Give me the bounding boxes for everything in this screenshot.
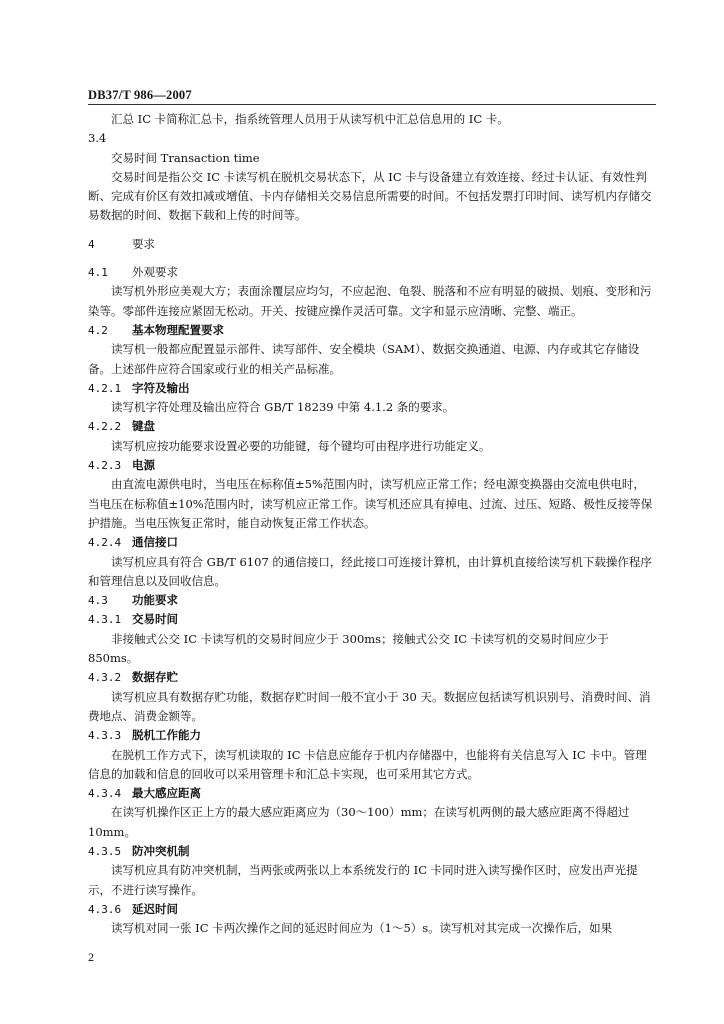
paragraph-summary-card: 汇总 IC 卡简称汇总卡，指系统管理人员用于从读写机中汇总信息用的 IC 卡。	[111, 112, 509, 126]
paragraph-4-3-3: 在脱机工作方式下，读写机读取的 IC 卡信息应能存于机内存储器中，也能将有关信息写入 IC 卡中。管理信息的加载和信息的回收可以采用管理卡和汇总卡实现，也可采用其它方式。	[88, 747, 647, 781]
paragraph-4-3-5: 读写机应具有防冲突机制，当两张或两张以上本系统发行的 IC 卡同时进入读写操作区时，应发出声光提示，不进行读写操作。	[88, 863, 638, 897]
section-number: 4.3.3	[88, 729, 122, 743]
section-heading-4-1	[88, 263, 656, 282]
paragraph-4-2-2: 读写机应按功能要求设置必要的功能键，每个键均可由程序进行功能定义。	[111, 438, 491, 453]
paragraph-3-4: 交易时间是指公交 IC 卡读写机在脱机交易状态下，从 IC 卡与设备建立有效连接、经过卡认证、有效性判断、完成有价区有效扣减或增值、卡内存储相关交易信息所需要的时间。不包括发票打印时间、读写机内存储交易数据的时间、数据下载和上传的时间等。	[88, 169, 652, 223]
paragraph-4-3-2: 读写机应具有数据存贮功能，数据存贮时间一般不宜小于 30 天。数据应包括读写机识别号、消费时间、消费地点、消费金额等。	[88, 689, 651, 723]
section-title: 电源	[132, 458, 155, 473]
section-number: 4.1	[88, 266, 108, 280]
section-heading-4-3	[88, 591, 656, 610]
section-heading-4-2-3	[88, 456, 656, 475]
section-number: 4.2.2	[88, 420, 122, 434]
paragraph-4-1: 读写机外形应美观大方；表面涂覆层应均匀，不应起泡、龟裂、脱落和不应有明显的破损、划痕、变形和污染等。零部件连接应紧固无松动。开关、按键应操作灵活可靠。文字和显示应清晰、完整、端正。	[88, 284, 652, 318]
section-number: 4.3.6	[88, 902, 122, 916]
paragraph-4-3-6: 读写机对同一张 IC 卡两次操作之间的延迟时间应为（1～5）s。读写机对其完成一次操作后，如果	[111, 921, 613, 936]
header-rule	[88, 104, 656, 105]
paragraph-4-2-4: 读写机应具有符合 GB/T 6107 的通信接口，经此接口可连接计算机，由计算机直接给读写机下载操作程序和管理信息以及回收信息。	[88, 554, 652, 588]
paragraph-4-2-1: 读写机字符处理及输出应符合 GB/T 18239 中第 4.1.2 条的要求。	[111, 400, 455, 415]
section-heading-4-3-6	[88, 900, 656, 919]
section-number: 4.2.1	[88, 381, 122, 395]
paragraph-4-2-3: 由直流电源供电时，当电压在标称值±5%范围内时，读写机应正常工作；经电源变换器由交流电供电时，当电压在标称值±10%范围内时，读写机应正常工作。读写机还应具有掉电、过流、过压、短路、极性反接等保护措施。当电压恢复正常时，能自动恢复正常工作状态。	[88, 477, 653, 530]
body-text	[88, 110, 656, 938]
section-heading-4-2-1	[88, 379, 656, 398]
section-number: 4.2.3	[88, 459, 122, 473]
section-heading-4-3-4	[88, 784, 656, 803]
section-title: 延迟时间	[132, 901, 178, 916]
section-title: 键盘	[132, 419, 155, 434]
section-number: 4	[88, 237, 95, 251]
section-number-3-4: 3.4	[88, 131, 107, 146]
paragraph-4-3-1: 非接触式公交 IC 卡读写机的交易时间应少于 300ms；接触式公交 IC 卡读写机的交易时间应少于 850ms。	[88, 631, 609, 666]
section-heading-4-2-4	[88, 533, 656, 552]
section-title: 功能要求	[132, 593, 178, 608]
section-title: 防冲突机制	[132, 843, 190, 858]
section-number: 4.3.5	[88, 844, 122, 858]
section-heading-4-3-2	[88, 668, 656, 687]
section-title: 字符及输出	[132, 380, 190, 395]
doc-number: DB37/T 986—2007	[88, 88, 192, 102]
section-heading-4-3-3	[88, 726, 656, 745]
section-number: 4.2	[88, 323, 108, 337]
section-heading-4-3-1	[88, 610, 656, 629]
section-number: 4.3.1	[88, 613, 122, 627]
section-title: 外观要求	[132, 265, 178, 280]
section-title: 数据存贮	[132, 670, 178, 685]
section-title: 通信接口	[132, 535, 178, 550]
paragraph-4-2: 读写机一般都应配置显示部件、读写部件、安全模块（SAM）、数据交换通道、电源、内存或其它存储设备。上述部件应符合国家或行业的相关产品标准。	[88, 342, 640, 376]
section-number: 4.3.2	[88, 671, 122, 685]
section-title: 脱机工作能力	[132, 728, 201, 743]
paragraph-4-3-4: 在读写机操作区正上方的最大感应距离应为（30～100）mm；在读写机两侧的最大感应距离不得超过 10mm。	[88, 805, 630, 839]
section-heading-4	[88, 235, 656, 254]
section-title: 基本物理配置要求	[132, 322, 224, 337]
section-heading-4-2	[88, 321, 656, 340]
section-number: 4.2.4	[88, 536, 122, 550]
term-3-4: 交易时间 Transaction time	[111, 150, 260, 165]
section-heading-4-3-5	[88, 842, 656, 861]
section-title: 最大感应距离	[132, 786, 201, 801]
section-heading-4-2-2	[88, 417, 656, 436]
section-number: 4.3.4	[88, 787, 122, 801]
page-number: 2	[88, 950, 94, 964]
section-title: 交易时间	[132, 612, 178, 627]
section-title: 要求	[132, 236, 155, 251]
section-number: 4.3	[88, 594, 108, 608]
